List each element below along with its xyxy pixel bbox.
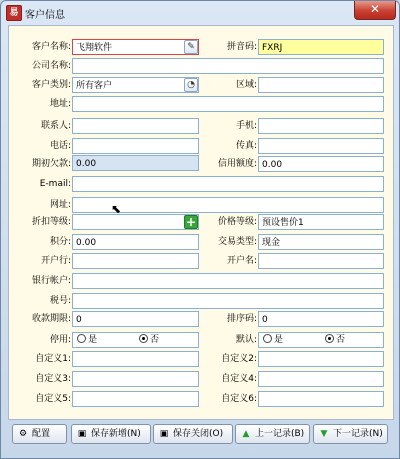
radio-dot-icon (77, 334, 86, 343)
price-level-input[interactable]: 预设售价1 (258, 214, 384, 230)
prev-record-button-label: 上一记录(B) (255, 429, 305, 439)
custom5-label: 自定义5: (35, 394, 71, 404)
arrow-down-icon: ▼ (320, 429, 328, 439)
tax-number-label: 税号: (49, 296, 71, 306)
contact-label: 联系人: (40, 121, 71, 131)
save-icon: ▣ (159, 429, 169, 439)
pinyin-label: 拼音码: (226, 42, 257, 52)
radio-dot-selected-icon (325, 334, 334, 343)
initial-debt-label: 期初欠款: (31, 159, 71, 169)
payment-term-label: 收款期限: (31, 314, 71, 324)
config-button[interactable] (12, 424, 67, 444)
default-no-label: 否 (336, 335, 346, 345)
app-icon: 易 (6, 5, 22, 21)
account-name-label: 开户名: (226, 256, 257, 266)
contact-input[interactable] (72, 118, 199, 134)
discount-level-input[interactable] (72, 214, 199, 230)
form-panel (8, 25, 394, 420)
customer-name-label: 客户名称: (31, 42, 71, 52)
save-close-button-label: 保存关闭(O) (173, 429, 224, 439)
save-close-button[interactable] (153, 424, 233, 444)
account-name-input[interactable] (258, 253, 384, 269)
custom3-label: 自定义3: (35, 374, 71, 384)
default-yes-label: 是 (274, 335, 284, 345)
phone-label: 电话: (49, 141, 71, 151)
fax-label: 传真: (235, 141, 257, 151)
next-record-button-label: 下一记录(N) (333, 429, 383, 439)
region-label: 区域: (235, 80, 257, 90)
points-label: 积分: (49, 237, 71, 247)
close-button[interactable]: ✕ (354, 1, 396, 20)
initial-debt-input[interactable]: 0.00 (72, 155, 199, 171)
custom3-input[interactable] (72, 371, 199, 387)
disabled-no-label: 否 (150, 335, 160, 345)
custom6-label: 自定义6: (221, 394, 257, 404)
custom2-label: 自定义2: (221, 354, 257, 364)
gear-icon: ⚙ (18, 429, 28, 439)
arrow-up-icon: ▲ (242, 429, 250, 439)
custom1-label: 自定义1: (35, 354, 71, 364)
trade-type-input[interactable]: 现金 (258, 234, 384, 250)
radio-dot-icon (263, 334, 272, 343)
sort-code-input[interactable]: 0 (258, 311, 384, 327)
custom6-input[interactable] (258, 391, 384, 407)
save-new-button[interactable] (71, 424, 151, 444)
customer-category-input[interactable]: 所有客户 (72, 77, 199, 93)
tax-number-input[interactable] (72, 293, 384, 309)
disabled-label: 停用: (49, 335, 71, 345)
disabled-yes-radio[interactable] (77, 332, 97, 348)
credit-limit-input[interactable]: 0.00 (258, 156, 384, 172)
email-label: E-mail: (39, 179, 71, 189)
custom2-input[interactable] (258, 351, 384, 367)
company-name-input[interactable] (72, 58, 384, 74)
payment-term-input[interactable]: 0 (72, 311, 199, 327)
plus-icon[interactable]: + (185, 215, 197, 229)
window-title: 客户信息 (25, 10, 65, 21)
trade-type-label: 交易类型: (217, 237, 257, 247)
custom1-input[interactable] (72, 351, 199, 367)
company-name-label: 公司名称: (31, 61, 71, 71)
prev-record-button[interactable] (235, 424, 310, 444)
pencil-icon[interactable]: ✎ (184, 40, 198, 54)
address-label: 地址: (49, 99, 71, 109)
mobile-input[interactable] (258, 118, 384, 134)
config-button-label: 配置 (32, 429, 51, 439)
price-level-label: 价格等级: (217, 217, 257, 227)
save-new-button-label: 保存新增(N) (91, 429, 141, 439)
website-label: 网址: (49, 200, 71, 210)
customer-name-input[interactable]: 飞翔软件 (72, 39, 199, 55)
default-yes-radio[interactable] (263, 332, 283, 348)
browse-icon[interactable]: ◔ (184, 78, 198, 92)
bank-account-input[interactable] (72, 273, 384, 289)
credit-limit-label: 信用额度: (217, 159, 257, 169)
phone-input[interactable] (72, 138, 199, 154)
default-label: 默认: (235, 335, 257, 345)
disabled-yes-label: 是 (88, 335, 98, 345)
points-input[interactable]: 0.00 (72, 234, 199, 250)
pinyin-input[interactable]: FXRJ (258, 39, 384, 55)
email-input[interactable] (72, 176, 384, 192)
discount-level-label: 折扣等级: (31, 217, 71, 227)
button-bar (8, 422, 392, 450)
customer-category-label: 客户类别: (31, 80, 71, 90)
mobile-label: 手机: (235, 121, 257, 131)
custom5-input[interactable] (72, 391, 199, 407)
region-input[interactable] (258, 77, 384, 93)
sort-code-label: 排序码: (226, 314, 257, 324)
next-record-button[interactable] (313, 424, 388, 444)
mouse-cursor-icon: ⬉ (111, 202, 122, 216)
disabled-no-radio[interactable] (139, 332, 159, 348)
bank-account-label: 银行帐户: (31, 276, 71, 286)
fax-input[interactable] (258, 138, 384, 154)
radio-dot-selected-icon (139, 334, 148, 343)
address-input[interactable] (72, 96, 384, 112)
title-bar[interactable] (1, 1, 399, 23)
bank-label: 开户行: (40, 256, 71, 266)
save-icon: ▣ (77, 429, 87, 439)
bank-input[interactable] (72, 253, 199, 269)
custom4-label: 自定义4: (221, 374, 257, 384)
default-no-radio[interactable] (325, 332, 345, 348)
custom4-input[interactable] (258, 371, 384, 387)
